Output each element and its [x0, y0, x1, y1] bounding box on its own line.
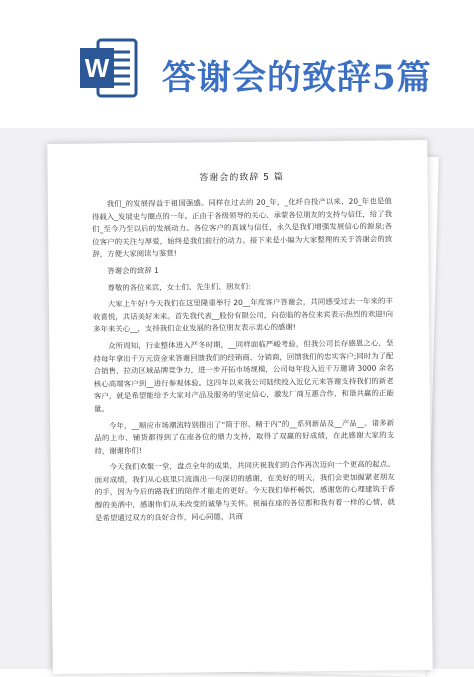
paragraph: 大家上午好!今天我们在这里隆重举行 20__年度客户答谢会，共同感受过去一年来的丰收喜悦，共话美好未来。首先我代表__股份有限公司，向莅临的各位来宾表示热烈的欢迎!向多年来关心__，支持我们企业发展的各位朋友表示衷心的感谢! [93, 296, 394, 334]
paragraph: 答谢会的致辞 1 [107, 265, 159, 276]
document-title: 答谢会的致辞 5 篇 [199, 172, 284, 184]
banner-title: 答谢会的致辞5篇 [162, 58, 432, 98]
document-page [47, 140, 433, 674]
paragraph: 今天我们欢聚一堂，盘点全年的成果，共同庆祝我们的合作再次迈向一个更高的起点。面对成绩，我们从心底里只流淌出一句深切的感谢，在美好的明天，我们会更加握紧老朋友的手，因为今后的路我们的陪伴才能走的更好。今天我们举杯畅饮，感谢您的心理建筑于香醇的美酒中，感谢你们从未改变的诚挚与关怀。祝福在座的各位都和我有着一样的心情，就是希望通过双方的良好合作，同心同德，共商 [94, 459, 396, 523]
paragraph: 尊敬的各位来宾，女士们、先生们、朋友们： [107, 281, 256, 292]
banner [0, 0, 474, 128]
paragraph: 我们_的发展得益于祖国强盛。同样在过去的 20_年，_化纤自投产以来，20_年也是值得载入_发展史与圈点的一年。正由于各级领导的关心、承蒙各位朋友的支持与信任，给了我们_至今乃至以后的发展动力。各位客户的真诚与信任，永久是我们增强发展信心的源泉;各位客户的关注与厚爱，始终是我们前行的动力。接下来是小编为大家整理的关于答谢会的致辞，方便大家阅读与鉴赏! [91, 196, 393, 259]
word-document-icon [80, 38, 138, 100]
document-preview-area [0, 128, 474, 669]
word-icon-letter: W [84, 53, 110, 83]
paragraph: 众所周知，行业整体进入严冬时期，__同样面临严峻考验，但我公司长存感恩之心，坚持每年拿出千万元资金来答谢回馈我们的经销商、分销商，回馈我们的忠实客户;同时为了配合销售，拉动区域品牌竞争力，进一步开拓市场规模，公司每年投入近千万邀请 3000 余名核心高端客户到__进行参观体验。这四年以来我公司陆续投入近亿元来答谢支持我们的新老客户，就是希望能给予大家对产品及服务的坚定信心，激发厂商互惠合作，和谐共赢的正能量。 [93, 338, 394, 414]
paragraph: 今年，__顺应市场潮流特别推出了“简于形、精于内”的__系列新品及__产品__。诸多新品的上市、铺货都得到了在座各位的鼎力支持，取得了双赢的好成绩，在此感谢大家的支持，谢谢你们! [94, 417, 395, 456]
